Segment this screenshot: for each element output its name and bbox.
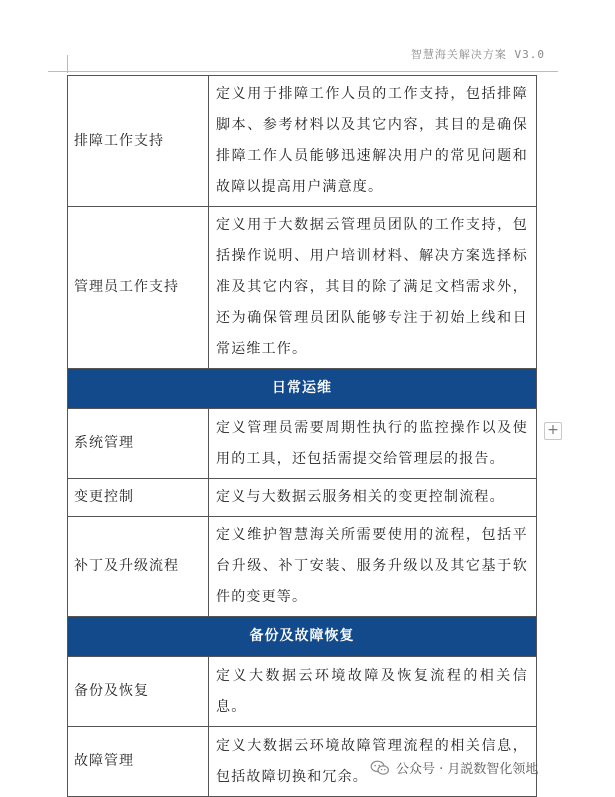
section-title: 备份及故障恢复 (68, 617, 537, 657)
row-label: 变更控制 (68, 479, 209, 517)
row-label: 补丁及升级流程 (68, 517, 209, 617)
row-label: 备份及恢复 (68, 657, 209, 727)
table-row (68, 207, 537, 369)
watermark-text: 公众号 · 月説数智化领地 (396, 762, 539, 777)
section-header-row (68, 617, 537, 657)
row-description: 定义用于排障工作人员的工作支持，包括排障脚本、参考材料以及其它内容，其目的是确保排障工作人员能够迅速解决用户的常见问题和故障以提高用户满意度。 (209, 76, 537, 207)
table-row (68, 657, 537, 727)
row-description: 定义大数据云环境故障及恢复流程的相关信息。 (209, 657, 537, 727)
row-label: 系统管理 (68, 409, 209, 479)
table-row (68, 479, 537, 517)
row-description: 定义管理员需要周期性执行的监控操作以及使用的工具，还包括需提交给管理层的报告。 (209, 409, 537, 479)
row-description: 定义维护智慧海关所需要使用的流程，包括平台升级、补丁安装、服务升级以及其它基于软件的变更等。 (209, 517, 537, 617)
table-row (68, 409, 537, 479)
table-row (68, 517, 537, 617)
row-description: 定义大数据云环境故障管理流程的相关信息，包括故障切换和冗余。 (209, 727, 537, 797)
row-description: 定义用于大数据云管理员团队的工作支持，包括操作说明、用户培训材料、解决方案选择标准及其它内容，其目的除了满足文档需求外，还为确保管理员团队能够专注于初始上线和日常运维工作。 (209, 207, 537, 369)
row-label: 故障管理 (68, 727, 209, 797)
row-label: 管理员工作支持 (68, 207, 209, 369)
row-description: 定义与大数据云服务相关的变更控制流程。 (209, 479, 537, 517)
row-label: 排障工作支持 (68, 76, 209, 207)
section-title: 日常运维 (68, 369, 537, 409)
header-divider (48, 71, 558, 72)
watermark (370, 758, 538, 777)
add-row-button[interactable]: + (544, 422, 562, 440)
table-row (68, 76, 537, 207)
content-table (67, 75, 537, 797)
wechat-icon (370, 760, 390, 776)
section-header-row (68, 369, 537, 409)
page-header: 智慧海关解决方案 V3.0 (410, 48, 545, 61)
